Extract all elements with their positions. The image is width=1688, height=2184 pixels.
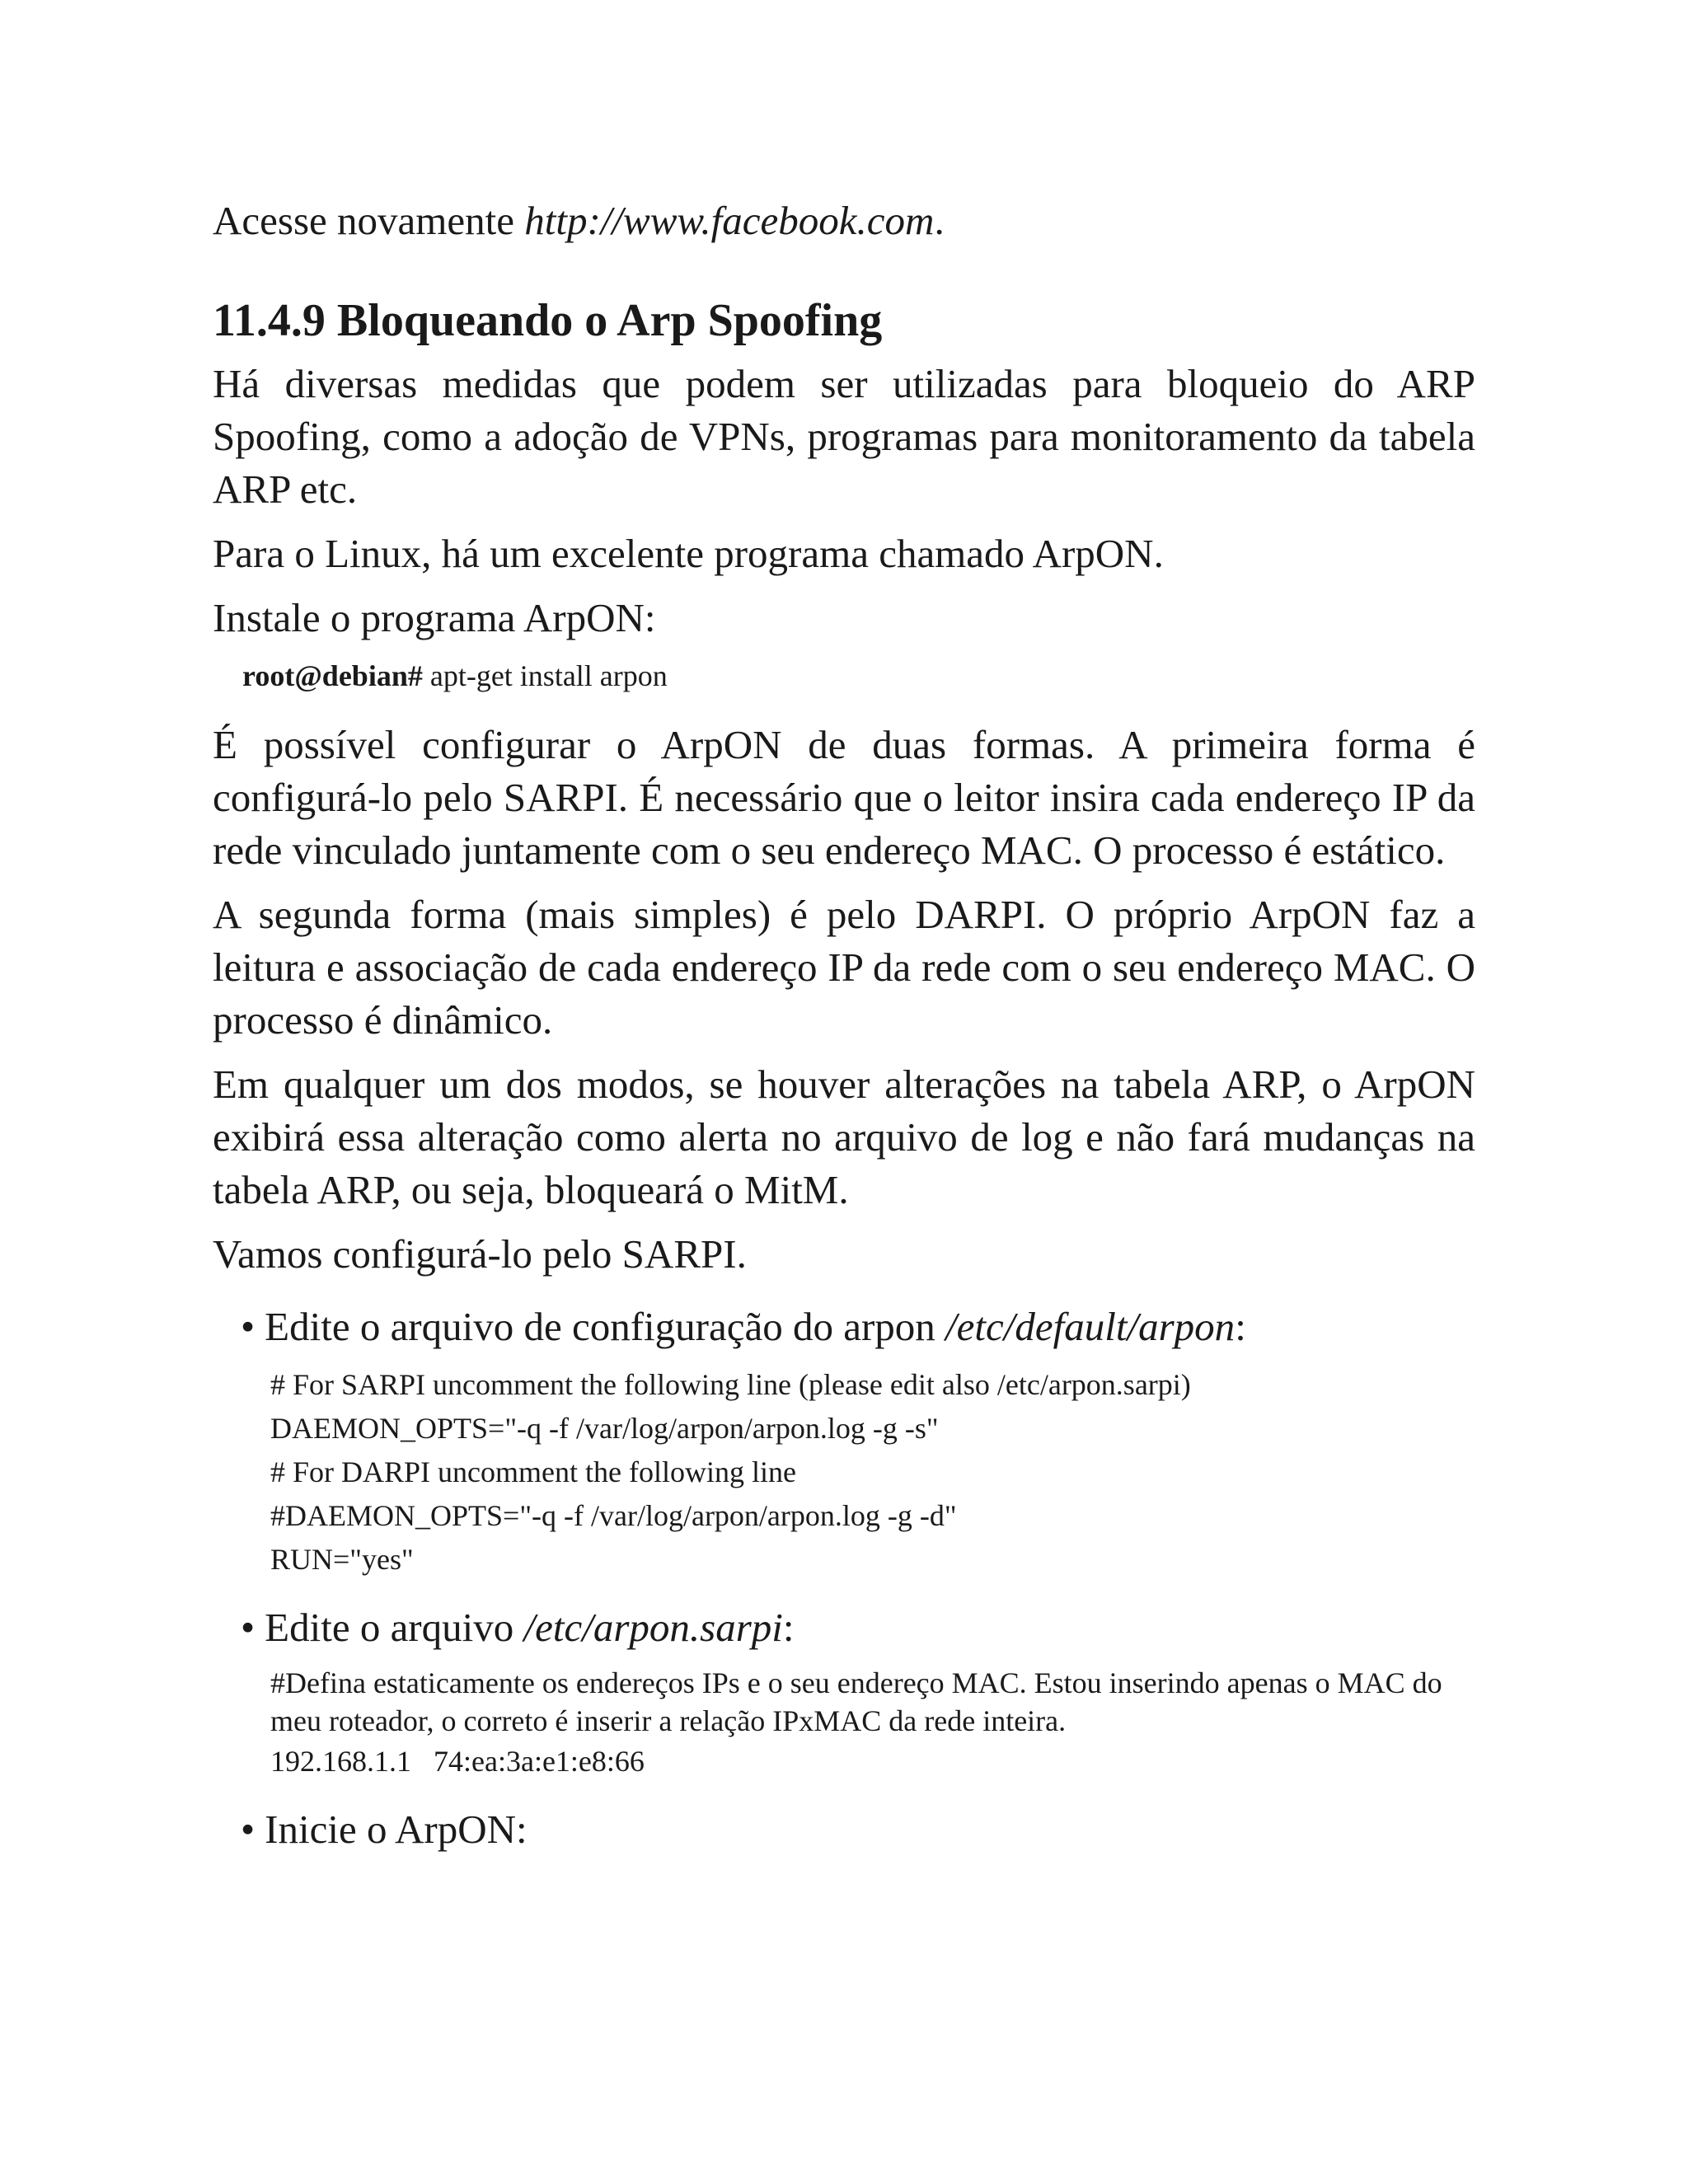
paragraph-sarpi: É possível configurar o ArpON de duas formas. A primeira forma é configurá-lo pelo SARPI. É necessário que o leitor insira cada endereço IP da rede vinculado juntamente com o seu endereço MAC. O processo é estático. — [213, 722, 1475, 873]
intro-paragraph — [213, 194, 1475, 247]
bullet-suffix: : — [782, 1605, 795, 1650]
code-line: #DAEMON_OPTS="-q -f /var/log/arpon/arpon.log -g -d" — [270, 1499, 957, 1532]
install-command — [242, 656, 1475, 696]
file-path: /etc/arpon.sarpi — [523, 1605, 783, 1650]
code-line: DAEMON_OPTS="-q -f /var/log/arpon/arpon.log -g -s" — [270, 1412, 939, 1445]
shell-prompt: root@debian# — [242, 659, 423, 692]
facebook-url: http://www.facebook.com — [524, 198, 935, 243]
bullet-text: Edite o arquivo — [265, 1605, 524, 1650]
bullet-start-arpon — [241, 1803, 1475, 1856]
bullet-edit-default — [241, 1301, 1475, 1353]
bullet-edit-sarpi — [241, 1601, 1475, 1654]
paragraph-install: Instale o programa ArpON: — [213, 595, 656, 640]
paragraph-linux-program: Para o Linux, há um excelente programa chamado ArpON. — [213, 531, 1164, 576]
file-path: /etc/default/arpon — [945, 1304, 1236, 1349]
page-content — [213, 194, 1475, 1866]
bullet-marker: • — [241, 1304, 256, 1349]
bullet-marker: • — [241, 1807, 256, 1852]
paragraph-measures: Há diversas medidas que podem ser utilizadas para bloqueio do ARP Spoofing, como a adoção de VPNs, programas para monitoramento da tabela ARP etc. — [213, 361, 1475, 512]
paragraph-configure: Vamos configurá-lo pelo SARPI. — [213, 1231, 747, 1277]
code-line: RUN="yes" — [270, 1543, 414, 1576]
intro-period: . — [934, 198, 945, 243]
code-line: # For SARPI uncomment the following line (please edit also /etc/arpon.sarpi) — [270, 1368, 1191, 1401]
section-heading: 11.4.9 Bloqueando o Arp Spoofing — [213, 295, 883, 346]
code-block-default — [270, 1363, 1475, 1582]
intro-text: Acesse novamente — [213, 198, 525, 243]
command-text: apt-get install arpon — [422, 659, 668, 692]
code-line: # For DARPI uncomment the following line — [270, 1455, 796, 1488]
code-line: 192.168.1.1 74:ea:3a:e1:e8:66 — [270, 1745, 645, 1778]
bullet-marker: • — [241, 1605, 256, 1650]
code-line: #Defina estaticamente os endereços IPs e o seu endereço MAC. Estou inserindo apenas o MAC do meu roteador, o correto é inserir a relação IPxMAC da rede inteira. — [270, 1666, 1442, 1737]
bullet-text: Edite o arquivo de configuração do arpon — [265, 1304, 946, 1349]
bullet-suffix: : — [1235, 1304, 1246, 1349]
paragraph-darpi: A segunda forma (mais simples) é pelo DARPI. O próprio ArpON faz a leitura e associação de cada endereço IP da rede com o seu endereço MAC. O processo é dinâmico. — [213, 892, 1475, 1043]
bullet-text: Inicie o ArpON: — [265, 1807, 528, 1852]
code-block-sarpi — [270, 1664, 1475, 1783]
paragraph-alerts: Em qualquer um dos modos, se houver alterações na tabela ARP, o ArpON exibirá essa alteração como alerta no arquivo de log e não fará mudanças na tabela ARP, ou seja, bloqueará o MitM. — [213, 1062, 1475, 1212]
